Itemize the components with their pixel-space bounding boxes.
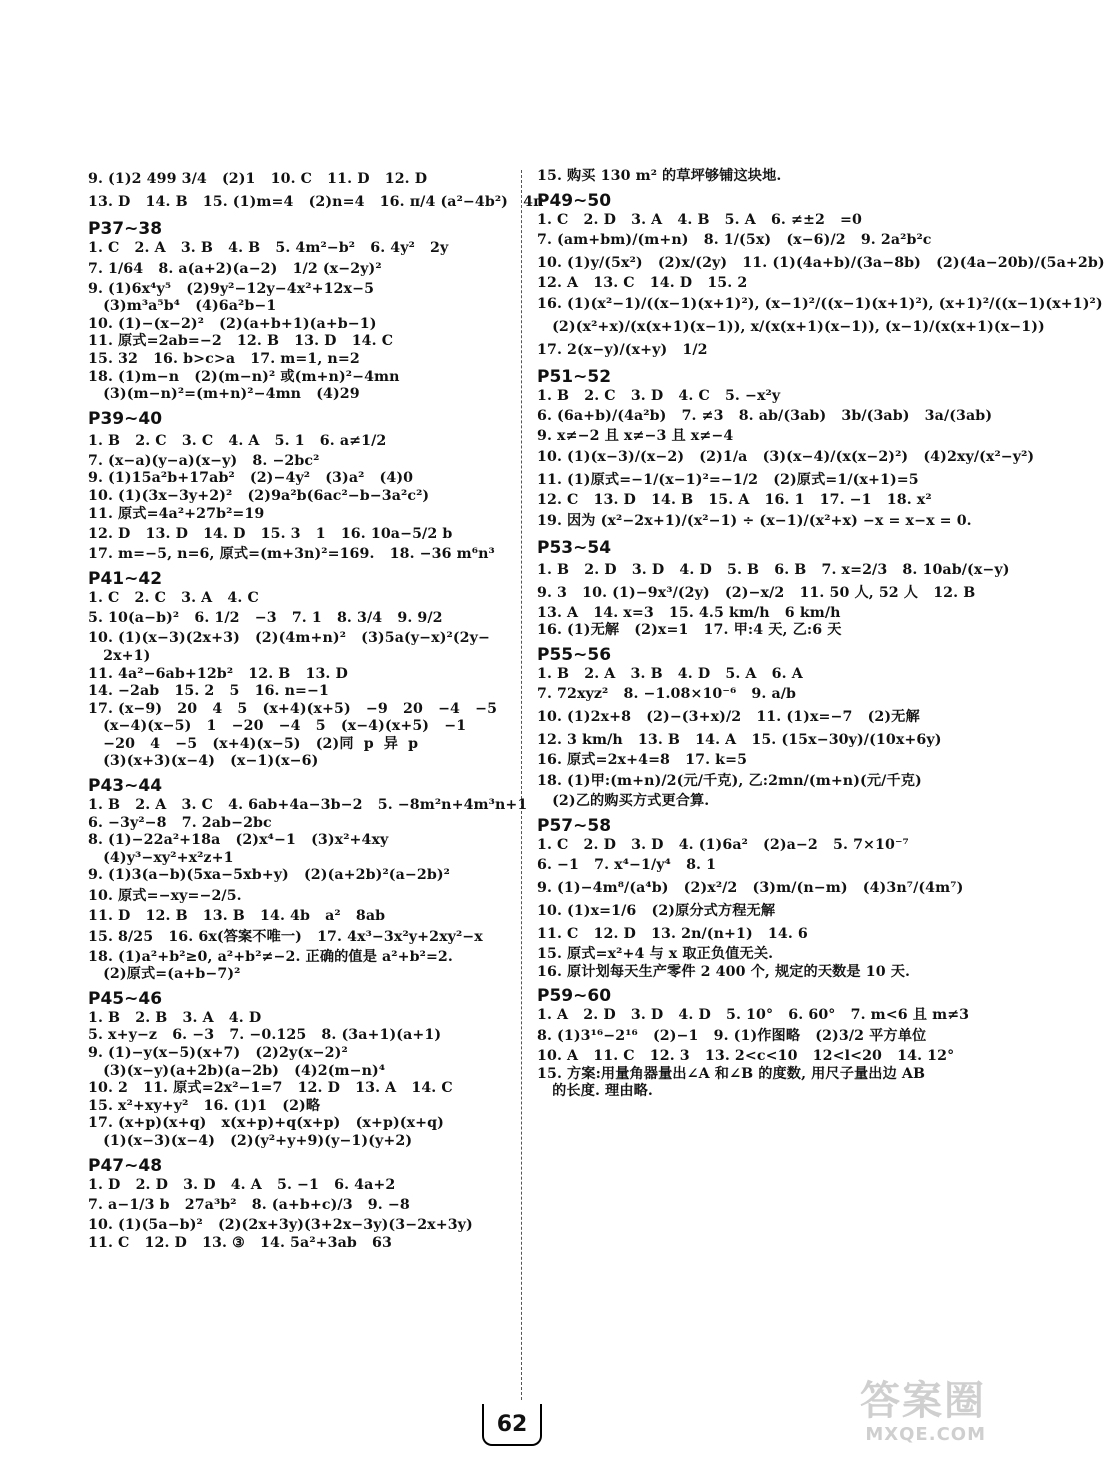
answer-line: 7. (am+bm)/(m+n) 8. 1/(5x) (x−6)/2 9. 2a²b²c xyxy=(537,232,932,249)
answer-line: (2)(x²+x)/(x(x+1)(x−1)), x/(x(x+1)(x−1)), (x−1)/(x(x+1)(x−1)) xyxy=(537,318,1045,335)
answer-line: (2)原式=(a+b−7)² xyxy=(88,966,241,983)
answer-line: 6. −1 7. x⁴−1/y⁴ 8. 1 xyxy=(537,857,717,874)
answer-line: 19. 因为 (x²−2x+1)/(x²−1) ÷ (x−1)/(x²+x) −x = x−x = 0. xyxy=(537,512,972,529)
answer-line: (x−4)(x−5) 1 −20 −4 5 (x−4)(x+5) −1 xyxy=(88,718,467,735)
answer-line: 11. 原式=2ab=−2 12. B 13. D 14. C xyxy=(88,333,394,350)
answer-line: 12. 3 km/h 13. B 14. A 15. (15x−30y)/(10x+6y) xyxy=(537,732,942,749)
section-heading: P55~56 xyxy=(537,644,612,665)
answer-line: 10. (1)−(x−2)² (2)(a+b+1)(a+b−1) xyxy=(88,315,377,332)
answer-line: 6. −3y²−8 7. 2ab−2bc xyxy=(88,814,272,831)
answer-line: 10. (1)y/(5x²) (2)x/(2y) 11. (1)(4a+b)/(3a−8b) (2)(4a−20b)/(5a+2b) xyxy=(537,255,1105,272)
answer-line: 8. (1)3¹⁶−2¹⁶ (2)−1 9. (1)作图略 (2)3/2 平方单位 xyxy=(537,1027,927,1044)
column-divider xyxy=(521,170,522,1400)
answer-line: 18. (1)m−n (2)(m−n)² 或(m+n)²−4mn xyxy=(88,368,400,385)
answer-line: 17. 2(x−y)/(x+y) 1/2 xyxy=(537,341,708,358)
section-heading: P43~44 xyxy=(88,776,163,797)
answer-line: 1. B 2. C 3. C 4. A 5. 1 6. a≠1/2 xyxy=(88,432,387,449)
answer-line: 5. 10(a−b)² 6. 1/2 −3 7. 1 8. 3/4 9. 9/2 xyxy=(88,610,443,627)
answer-line: 16. (1)(x²−1)/((x−1)(x+1)²), (x−1)²/((x−1)(x+1)²), (x+1)²/((x−1)(x+1)²) xyxy=(537,295,1103,312)
answer-line: 1. B 2. A 3. C 4. 6ab+4a−3b−2 5. −8m²n+4m³n+1 xyxy=(88,797,528,814)
answer-line: 9. (1)3(a−b)(5xa−5xb+y) (2)(a+2b)²(a−2b)² xyxy=(88,867,451,884)
answer-line: 1. C 2. C 3. A 4. C xyxy=(88,589,259,606)
answer-line: (4)y³−xy²+x²z+1 xyxy=(88,849,234,866)
page-number-label: 62 xyxy=(496,1411,528,1437)
answer-line: 1. B 2. B 3. A 4. D xyxy=(88,1009,262,1026)
answer-line: 11. D 12. B 13. B 14. 4b a² 8ab xyxy=(88,908,386,925)
answer-line: 10. A 11. C 12. 3 13. 2<c<10 12<l<20 14. 12° xyxy=(537,1047,955,1064)
answer-line: 7. 1/64 8. a(a+2)(a−2) 1/2 (x−2y)² xyxy=(88,260,382,277)
section-heading: P37~38 xyxy=(88,219,163,239)
answer-line: (1)(x−3)(x−4) (2)(y²+y+9)(y−1)(y+2) xyxy=(88,1132,413,1149)
answer-line: 8. (1)−22a²+18a (2)x⁴−1 (3)x²+4xy xyxy=(88,832,389,849)
page-number xyxy=(482,1404,542,1446)
answer-line: (3)(x+3)(x−4) (x−1)(x−6) xyxy=(88,753,319,770)
answer-line: 15. 8/25 16. 6x(答案不唯一) 17. 4x³−3x²y+2xy²−x xyxy=(88,928,483,945)
answer-line: 9. 3 10. (1)−9x³/(2y) (2)−x/2 11. 50 人, 52 人 12. B xyxy=(537,584,976,601)
section-heading: P53~54 xyxy=(537,537,612,558)
answer-line: 17. m=−5, n=6, 原式=(m+3n)²=169. 18. −36 m⁶n³ xyxy=(88,546,495,563)
answer-line: 11. 原式=4a²+27b²=19 xyxy=(88,505,265,522)
answer-line: 1. D 2. D 3. D 4. A 5. −1 6. 4a+2 xyxy=(88,1176,396,1193)
section-heading: P45~46 xyxy=(88,988,163,1009)
answer-column-left xyxy=(88,168,544,1252)
section-heading: P49~50 xyxy=(537,190,612,211)
watermark-domain: MXQE.COM xyxy=(865,1424,986,1445)
answer-line: 2x+1) xyxy=(88,647,151,664)
answer-line: 6. (6a+b)/(4a²b) 7. ≠3 8. ab/(3ab) 3b/(3ab) 3a/(3ab) xyxy=(537,408,993,425)
answer-line: 15. 原式=x²+4 与 x 取正负值无关. xyxy=(537,946,774,963)
answer-line: 1. B 2. D 3. D 4. D 5. B 6. B 7. x=2/3 8. 10ab/(x−y) xyxy=(537,561,1010,578)
answer-line: 1. C 2. A 3. B 4. B 5. 4m²−b² 6. 4y² 2y xyxy=(88,240,449,256)
answer-line: 15. 方案:用量角器量出∠A 和∠B 的度数, 用尺子量出边 AB xyxy=(537,1065,926,1082)
answer-line: 10. (1)(3x−3y+2)² (2)9a²b(6ac²−b−3a²c²) xyxy=(88,487,430,504)
answer-line: 5. x+y−z 6. −3 7. −0.125 8. (3a+1)(a+1) xyxy=(88,1027,442,1044)
answer-line: (3)(x−y)(a+2b)(a−2b) (4)2(m−n)⁴ xyxy=(88,1062,386,1079)
answer-line: 9. (1)6x⁴y⁵ (2)9y²−12y−4x²+12x−5 xyxy=(88,280,375,297)
answer-line: 11. (1)原式=−1/(x−1)²=−1/2 (2)原式=1/(x+1)=5 xyxy=(537,471,919,488)
section-heading: P41~42 xyxy=(88,568,163,589)
answer-line: 10. 2 11. 原式=2x²−1=7 12. D 13. A 14. C xyxy=(88,1080,453,1097)
answer-line: 的长度. 理由略. xyxy=(537,1083,653,1100)
answer-line: 10. 原式=−xy=−2/5. xyxy=(88,888,242,905)
answer-column-right xyxy=(537,168,1105,1101)
answer-line: 18. (1)甲:(m+n)/2(元/千克), 乙:2mn/(m+n)(元/千克) xyxy=(537,772,922,789)
answer-line: 9. (1)15a²b+17ab² (2)−4y² (3)a² (4)0 xyxy=(88,470,414,487)
answer-line: 13. D 14. B 15. (1)m=4 (2)n=4 16. π/4 (a²−4b²) 4π xyxy=(88,194,544,210)
section-heading: P47~48 xyxy=(88,1155,163,1176)
answer-line: 14. −2ab 15. 2 5 16. n=−1 xyxy=(88,683,329,700)
answer-line: 7. 72xyz² 8. −1.08×10⁻⁶ 9. a/b xyxy=(537,686,797,703)
answer-line: 9. (1)−4m⁸/(a⁴b) (2)x²/2 (3)m/(n−m) (4)3n⁷/(4m⁷) xyxy=(537,880,964,897)
answer-line: 9. (1)−y(x−5)(x+7) (2)2y(x−2)² xyxy=(88,1045,348,1061)
section-heading: P59~60 xyxy=(537,986,612,1007)
answer-line: 16. 原式=2x+4=8 17. k=5 xyxy=(537,752,748,769)
answer-line: 15. x²+xy+y² 16. (1)1 (2)略 xyxy=(88,1097,321,1114)
section-heading: P57~58 xyxy=(537,815,612,836)
answer-line: 1. C 2. D 3. A 4. B 5. A 6. ≠±2 =0 xyxy=(537,211,863,228)
answer-line: 17. (x−9) 20 4 5 (x+4)(x+5) −9 20 −4 −5 xyxy=(88,700,498,717)
section-heading: P39~40 xyxy=(88,408,163,429)
answer-line: 18. (1)a²+b²≥0, a²+b²≠−2. 正确的值是 a²+b²=2. xyxy=(88,948,453,965)
answer-line: 1. B 2. C 3. D 4. C 5. −x²y xyxy=(537,387,781,404)
answer-line: 17. (x+p)(x+q) x(x+p)+q(x+p) (x+p)(x+q) xyxy=(88,1115,444,1132)
answer-line: 10. (1)(x−3)/(x−2) (2)1/a (3)(x−4)/(x(x−2)²) (4)2xy/(x²−y²) xyxy=(537,448,1035,465)
watermark-logo xyxy=(796,1378,986,1458)
watermark-title: 答案圈 xyxy=(860,1378,986,1424)
answer-line: 15. 32 16. b>c>a 17. m=1, n=2 xyxy=(88,350,360,367)
answer-line: 1. B 2. A 3. B 4. D 5. A 6. A xyxy=(537,665,803,682)
answer-line: 10. (1)x=1/6 (2)原分式方程无解 xyxy=(537,903,776,920)
answer-line: 7. a−1/3 b 27a³b² 8. (a+b+c)/3 9. −8 xyxy=(88,1197,410,1214)
answer-line: 12. A 13. C 14. D 15. 2 xyxy=(537,275,748,292)
answer-line: 1. A 2. D 3. D 4. D 5. 10° 6. 60° 7. m<6 且 m≠3 xyxy=(537,1007,970,1024)
answer-line: −20 4 −5 (x+4)(x−5) (2)同 p 异 p xyxy=(88,735,419,752)
answer-line: (2)乙的购买方式更合算. xyxy=(537,792,710,809)
answer-line: 1. C 2. D 3. D 4. (1)6a² (2)a−2 5. 7×10⁻⁷ xyxy=(537,836,909,853)
answer-line: 16. (1)无解 (2)x=1 17. 甲:4 天, 乙:6 天 xyxy=(537,622,842,639)
answer-line: 10. (1)(x−3)(2x+3) (2)(4m+n)² (3)5a(y−x)²(2y− xyxy=(88,630,490,647)
answer-line: 10. (1)(5a−b)² (2)(2x+3y)(3+2x−3y)(3−2x+3y) xyxy=(88,1217,473,1234)
answer-line: 13. A 14. x=3 15. 4.5 km/h 6 km/h xyxy=(537,604,841,621)
answer-line: 10. (1)2x+8 (2)−(3+x)/2 11. (1)x=−7 (2)无解 xyxy=(537,709,920,726)
answer-line: 9. (1)2 499 3/4 (2)1 10. C 11. D 12. D xyxy=(88,171,428,187)
answer-line: 9. x≠−2 且 x≠−3 且 x≠−4 xyxy=(537,428,734,445)
section-heading: P51~52 xyxy=(537,366,612,387)
answer-line: 11. C 12. D 13. 2n/(n+1) 14. 6 xyxy=(537,926,808,943)
answer-line: 16. 原计划每天生产零件 2 400 个, 规定的天数是 10 天. xyxy=(537,963,911,980)
answer-line: 12. C 13. D 14. B 15. A 16. 1 17. −1 18. x² xyxy=(537,491,932,508)
answer-line: 12. D 13. D 14. D 15. 3 1 16. 10a−5/2 b xyxy=(88,526,453,543)
answer-line: 7. (x−a)(y−a)(x−y) 8. −2bc² xyxy=(88,452,320,469)
answer-line: 15. 购买 130 m² 的草坪够铺这块地. xyxy=(537,168,782,184)
answer-line: (3)(m−n)²=(m+n)²−4mn (4)29 xyxy=(88,386,360,403)
answer-line: 11. C 12. D 13. ③ 14. 5a²+3ab 63 xyxy=(88,1234,392,1251)
answer-line: (3)m³a⁵b⁴ (4)6a²b−1 xyxy=(88,298,277,315)
answer-line: 11. 4a²−6ab+12b² 12. B 13. D xyxy=(88,665,348,682)
